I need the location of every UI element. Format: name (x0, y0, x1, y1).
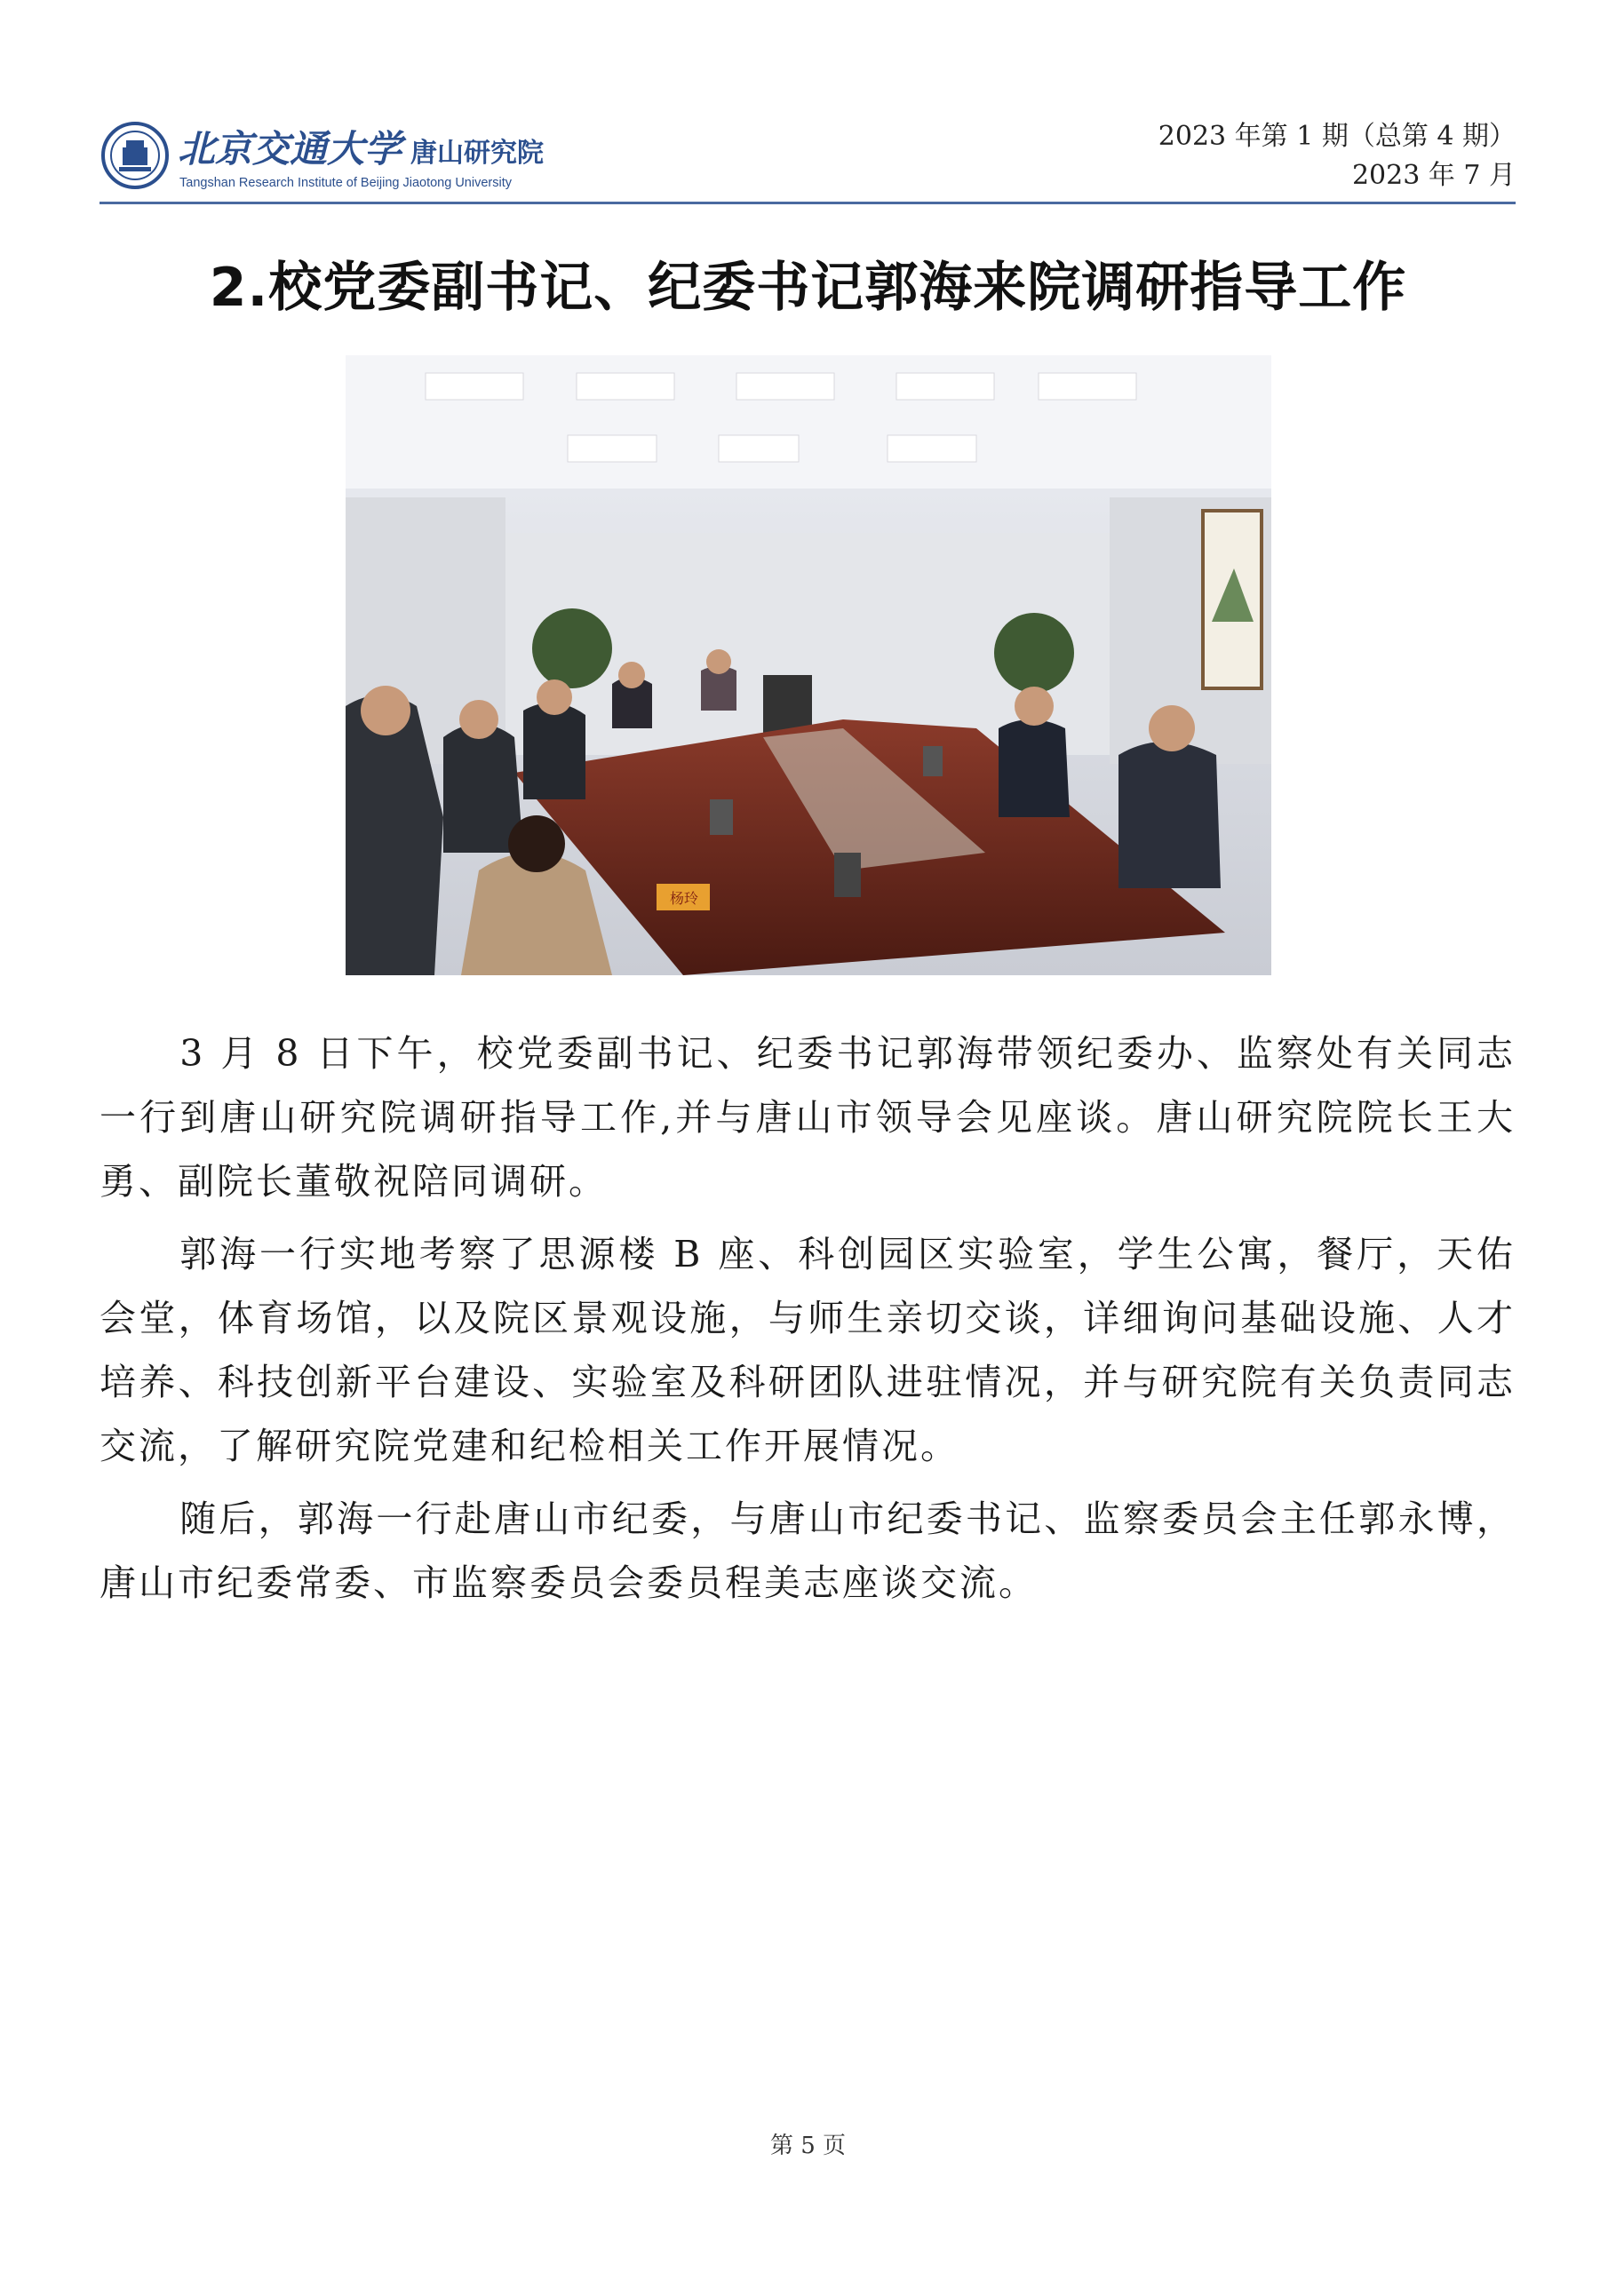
issue-date: 2023 年 7 月 (1351, 160, 1516, 191)
paragraph-2: 郭海一行实地考察了思源楼 B 座、科创园区实验室，学生公寓，餐厅，天佑会堂，体育场馆，以及院区景观设施，与师生亲切交谈，详细询问基础设施、人才培养、科技创新平台建设、实验室及科研团队进驻情况，并与研究院有关负责同志交流，了解研究院党建和纪检相关工作开展情况。 (100, 1233, 1516, 1467)
institute-english-name: Tangshan Research Institute of Beijing Jiaotong University (179, 176, 512, 190)
issue-number: 2023 年第 1 期（总第 4 期） (1158, 121, 1516, 152)
paragraph-1: 3 月 8 日下午，校党委副书记、纪委书记郭海带领纪委办、监察处有关同志一行到唐山研究院调研指导工作,并与唐山市领导会见座谈。唐山研究院院长王大勇、副院长董敬祝陪同调研。 (100, 1032, 1516, 1203)
institute-name: 唐山研究院 (410, 138, 544, 169)
article-body (100, 1021, 1516, 1624)
article-title: 2.校党委副书记、纪委书记郭海来院调研指导工作 (209, 257, 1407, 319)
meeting-photo (346, 355, 1271, 975)
page-header (100, 108, 1516, 204)
paragraph-3: 随后，郭海一行赴唐山市纪委，与唐山市纪委书记、监察委员会主任郭永博，唐山市纪委常委、市监察委员会委员程美志座谈交流。 (100, 1498, 1516, 1604)
issue-info (1158, 117, 1516, 195)
logo-calligraphy: 北京交通大学 (178, 127, 402, 171)
photo-name-card: 杨玲 (670, 890, 699, 907)
university-logo (100, 115, 561, 195)
page-number: 第 5 页 (769, 2133, 847, 2159)
